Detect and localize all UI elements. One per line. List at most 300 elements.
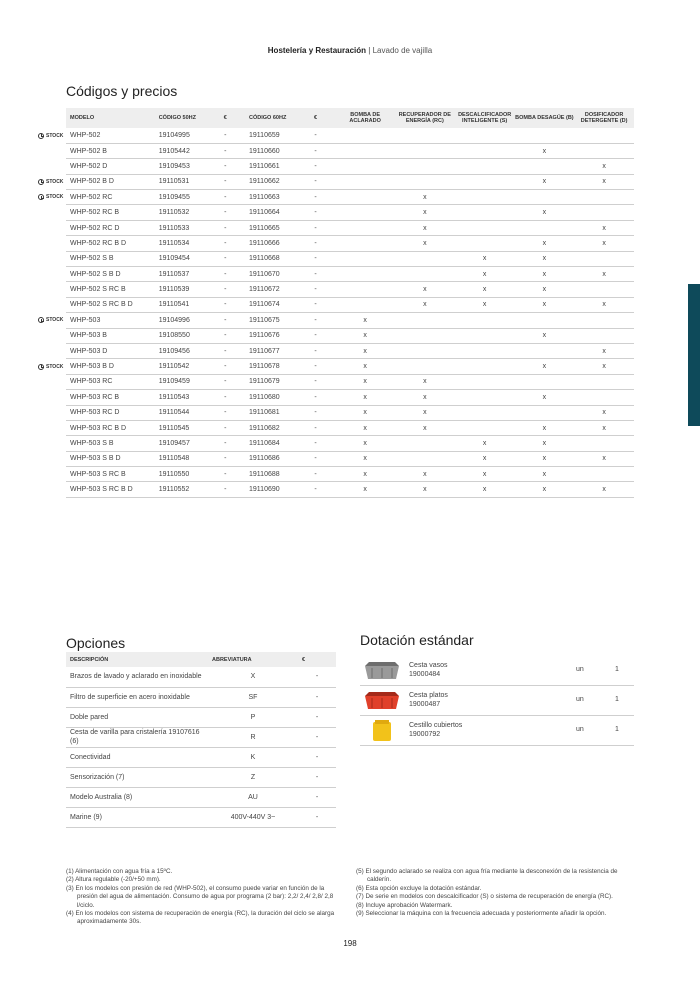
option-description: Modelo Australia (8) (66, 787, 208, 807)
table-row (66, 359, 634, 374)
drain-pump-cell: x (515, 328, 575, 343)
header-subsection: Lavado de vajilla (372, 46, 433, 55)
codes-table (66, 108, 634, 498)
model-cell: WHP-503 B D (66, 359, 155, 374)
energy-recovery-cell (395, 359, 455, 374)
standard-item-code: 19000487 (409, 701, 441, 708)
table-row (66, 220, 634, 235)
option-abbreviation: P (208, 707, 298, 727)
price-50hz-cell: - (206, 313, 246, 328)
drain-pump-cell: x (515, 451, 575, 466)
model-cell: WHP-502 B (66, 143, 155, 158)
standard-item (360, 686, 634, 716)
softener-cell (455, 420, 515, 435)
detergent-cell (574, 190, 634, 205)
price-60hz-cell: - (296, 482, 336, 497)
drain-pump-cell: x (515, 420, 575, 435)
price-60hz-cell: - (296, 390, 336, 405)
footnotes-right (356, 868, 636, 918)
standard-item-qty: 1 (615, 666, 619, 673)
model-cell: WHP-503 S RC B (66, 467, 155, 482)
drain-pump-cell (515, 343, 575, 358)
footnote: (4) En los modelos con sistema de recuperación de energía (RC), la duración del ciclo se alarga aproximadamente 30s. (66, 910, 335, 926)
rinse-pump-cell: x (335, 313, 395, 328)
code-60hz-cell: 19110674 (245, 297, 296, 312)
drain-pump-cell: x (515, 174, 575, 189)
code-50hz-cell: 19105442 (155, 143, 206, 158)
option-description: Sensorización (7) (66, 767, 208, 787)
softener-cell (455, 205, 515, 220)
drain-pump-cell: x (515, 467, 575, 482)
energy-recovery-cell: x (395, 297, 455, 312)
header-separator: | (368, 46, 371, 55)
price-60hz-cell: - (296, 467, 336, 482)
rinse-pump-cell (335, 297, 395, 312)
model-cell: WHP-502 D (66, 159, 155, 174)
price-50hz-cell: - (206, 467, 246, 482)
rinse-pump-cell: x (335, 343, 395, 358)
table-row (66, 390, 634, 405)
standard-item-name: Cesta vasos (409, 662, 448, 669)
code-60hz-cell: 19110668 (245, 251, 296, 266)
option-price: - (298, 767, 336, 787)
price-50hz-cell: - (206, 267, 246, 282)
clock-icon (38, 179, 44, 185)
standard-item-code: 19000484 (409, 671, 441, 678)
stock-badge (38, 133, 63, 139)
code-50hz-cell: 19108550 (155, 328, 206, 343)
table-row (66, 190, 634, 205)
table-row (66, 282, 634, 297)
price-50hz-cell: - (206, 359, 246, 374)
model-cell: WHP-503 B (66, 328, 155, 343)
model-cell: WHP-502 (66, 128, 155, 143)
footnotes-left (66, 868, 342, 927)
price-60hz-cell: - (296, 420, 336, 435)
table-row (66, 405, 634, 420)
detergent-cell: x (574, 451, 634, 466)
option-price: - (298, 707, 336, 727)
price-50hz-cell: - (206, 328, 246, 343)
softener-cell: x (455, 251, 515, 266)
detergent-cell: x (574, 405, 634, 420)
standard-item (360, 716, 634, 746)
energy-recovery-cell (395, 128, 455, 143)
col-detergent-dispenser: DOSIFICADOR DETERGENTE (D) (574, 108, 634, 128)
price-50hz-cell: - (206, 343, 246, 358)
option-row (66, 787, 336, 807)
option-abbreviation: X (208, 667, 298, 687)
standard-item (360, 656, 634, 686)
softener-cell (455, 328, 515, 343)
option-abbreviation: R (208, 727, 298, 747)
option-description: Cesta de varilla para cristalería 19107616 (6) (66, 727, 208, 747)
standard-equipment-list (360, 656, 634, 746)
detergent-cell (574, 328, 634, 343)
price-60hz-cell: - (296, 251, 336, 266)
model-cell: WHP-502 RC B (66, 205, 155, 220)
detergent-cell: x (574, 159, 634, 174)
energy-recovery-cell: x (395, 220, 455, 235)
price-50hz-cell: - (206, 451, 246, 466)
stock-label: STOCK (46, 132, 64, 139)
energy-recovery-cell (395, 174, 455, 189)
standard-item-unit: un (576, 726, 584, 733)
drain-pump-cell (515, 220, 575, 235)
detergent-cell: x (574, 267, 634, 282)
detergent-cell: x (574, 220, 634, 235)
option-price: - (298, 687, 336, 707)
energy-recovery-cell: x (395, 482, 455, 497)
drain-pump-cell (515, 374, 575, 389)
rinse-pump-cell: x (335, 436, 395, 451)
option-row (66, 707, 336, 727)
col-abbreviation: ABREVIATURA (208, 652, 298, 667)
rinse-pump-cell: x (335, 482, 395, 497)
cutlery-basket-icon (362, 718, 402, 743)
price-60hz-cell: - (296, 451, 336, 466)
code-50hz-cell: 19110550 (155, 467, 206, 482)
price-50hz-cell: - (206, 205, 246, 220)
code-60hz-cell: 19110661 (245, 159, 296, 174)
rinse-pump-cell (335, 251, 395, 266)
code-60hz-cell: 19110677 (245, 343, 296, 358)
price-60hz-cell: - (296, 313, 336, 328)
code-50hz-cell: 19110542 (155, 359, 206, 374)
detergent-cell: x (574, 359, 634, 374)
rinse-pump-cell: x (335, 328, 395, 343)
standard-item-text (409, 661, 448, 679)
drain-pump-cell (515, 159, 575, 174)
rinse-pump-cell (335, 236, 395, 251)
drain-pump-cell: x (515, 359, 575, 374)
stock-label: STOCK (46, 194, 64, 201)
code-60hz-cell: 19110678 (245, 359, 296, 374)
header-section: Hostelería y Restauración (267, 46, 367, 55)
softener-cell: x (455, 467, 515, 482)
model-cell: WHP-502 RC (66, 190, 155, 205)
code-60hz-cell: 19110684 (245, 436, 296, 451)
detergent-cell: x (574, 297, 634, 312)
price-60hz-cell: - (296, 220, 336, 235)
rinse-pump-cell (335, 143, 395, 158)
option-row (66, 687, 336, 707)
table-row (66, 297, 634, 312)
price-60hz-cell: - (296, 190, 336, 205)
softener-cell (455, 343, 515, 358)
footnote: (8) Incluye aprobación Watermark. (356, 901, 453, 909)
price-50hz-cell: - (206, 220, 246, 235)
clock-icon (38, 317, 44, 323)
model-cell: WHP-502 RC B D (66, 236, 155, 251)
option-row (66, 727, 336, 747)
model-cell: WHP-503 S RC B D (66, 482, 155, 497)
plate-basket-icon (362, 688, 402, 713)
energy-recovery-cell: x (395, 282, 455, 297)
option-price: - (298, 807, 336, 827)
softener-cell (455, 374, 515, 389)
option-abbreviation: K (208, 747, 298, 767)
standard-item-unit: un (576, 666, 584, 673)
footnote: (5) El segundo aclarado se realiza con agua fría mediante la desconexión de la resistencia de calderín. (356, 868, 618, 884)
drain-pump-cell: x (515, 251, 575, 266)
detergent-cell: x (574, 236, 634, 251)
detergent-cell (574, 467, 634, 482)
price-50hz-cell: - (206, 174, 246, 189)
rinse-pump-cell (335, 190, 395, 205)
price-50hz-cell: - (206, 420, 246, 435)
price-50hz-cell: - (206, 128, 246, 143)
energy-recovery-cell: x (395, 467, 455, 482)
energy-recovery-cell (395, 143, 455, 158)
stock-label: STOCK (46, 178, 64, 185)
code-60hz-cell: 19110688 (245, 467, 296, 482)
code-50hz-cell: 19109453 (155, 159, 206, 174)
rinse-pump-cell: x (335, 390, 395, 405)
model-cell: WHP-503 (66, 313, 155, 328)
price-60hz-cell: - (296, 405, 336, 420)
table-row (66, 313, 634, 328)
detergent-cell (574, 390, 634, 405)
code-50hz-cell: 19110543 (155, 390, 206, 405)
options-title: Opciones (66, 635, 126, 651)
price-60hz-cell: - (296, 128, 336, 143)
code-50hz-cell: 19104995 (155, 128, 206, 143)
col-price-60hz: € (296, 108, 336, 128)
drain-pump-cell: x (515, 205, 575, 220)
table-row (66, 236, 634, 251)
option-price: - (298, 667, 336, 687)
price-60hz-cell: - (296, 159, 336, 174)
code-50hz-cell: 19110544 (155, 405, 206, 420)
code-60hz-cell: 19110670 (245, 267, 296, 282)
model-cell: WHP-503 RC B (66, 390, 155, 405)
rinse-pump-cell: x (335, 374, 395, 389)
softener-cell (455, 143, 515, 158)
price-60hz-cell: - (296, 143, 336, 158)
rinse-pump-cell (335, 282, 395, 297)
detergent-cell (574, 282, 634, 297)
option-row (66, 667, 336, 687)
detergent-cell (574, 374, 634, 389)
code-60hz-cell: 19110690 (245, 482, 296, 497)
price-50hz-cell: - (206, 436, 246, 451)
softener-cell: x (455, 482, 515, 497)
price-50hz-cell: - (206, 190, 246, 205)
code-60hz-cell: 19110672 (245, 282, 296, 297)
energy-recovery-cell (395, 251, 455, 266)
softener-cell (455, 159, 515, 174)
standard-item-text (409, 691, 448, 709)
price-60hz-cell: - (296, 343, 336, 358)
softener-cell (455, 236, 515, 251)
price-50hz-cell: - (206, 482, 246, 497)
option-abbreviation: Z (208, 767, 298, 787)
options-table-header (66, 652, 336, 667)
table-row (66, 128, 634, 143)
code-60hz-cell: 19110659 (245, 128, 296, 143)
energy-recovery-cell: x (395, 374, 455, 389)
softener-cell: x (455, 451, 515, 466)
col-code-50hz: CÓDIGO 50HZ (155, 108, 206, 128)
softener-cell (455, 190, 515, 205)
code-50hz-cell: 19110541 (155, 297, 206, 312)
energy-recovery-cell: x (395, 236, 455, 251)
drain-pump-cell: x (515, 436, 575, 451)
model-cell: WHP-502 S B D (66, 267, 155, 282)
standard-item-name: Cesta platos (409, 692, 448, 699)
code-60hz-cell: 19110666 (245, 236, 296, 251)
code-50hz-cell: 19110552 (155, 482, 206, 497)
option-description: Filtro de superficie en acero inoxidable (66, 687, 208, 707)
model-cell: WHP-503 RC (66, 374, 155, 389)
softener-cell (455, 359, 515, 374)
table-row (66, 174, 634, 189)
glass-basket-icon (362, 658, 402, 683)
price-60hz-cell: - (296, 282, 336, 297)
code-50hz-cell: 19109454 (155, 251, 206, 266)
table-row (66, 420, 634, 435)
drain-pump-cell (515, 190, 575, 205)
stock-badge (38, 179, 63, 185)
price-50hz-cell: - (206, 374, 246, 389)
model-cell: WHP-502 S RC B (66, 282, 155, 297)
code-50hz-cell: 19110545 (155, 420, 206, 435)
option-price: - (298, 787, 336, 807)
standard-title: Dotación estándar (360, 632, 474, 648)
energy-recovery-cell (395, 436, 455, 451)
table-row (66, 374, 634, 389)
code-50hz-cell: 19110537 (155, 267, 206, 282)
stock-label: STOCK (46, 317, 64, 324)
table-row (66, 143, 634, 158)
footnote: (3) En los modelos con presión de red (WHP-502), el consumo puede variar en función de la presión del agua de alimentación. Consumo de agua por programa (2 bar): 2,2/ 2,4/ 2,8/ 2,8 l/ciclo. (66, 884, 334, 909)
stock-badge (38, 317, 63, 323)
detergent-cell: x (574, 482, 634, 497)
codes-table-header (66, 108, 634, 128)
code-50hz-cell: 19109459 (155, 374, 206, 389)
rinse-pump-cell (335, 159, 395, 174)
softener-cell (455, 313, 515, 328)
code-50hz-cell: 19104996 (155, 313, 206, 328)
col-drain-pump: BOMBA DESAGÜE (B) (515, 108, 575, 128)
drain-pump-cell: x (515, 236, 575, 251)
clock-icon (38, 364, 44, 370)
energy-recovery-cell (395, 451, 455, 466)
model-cell: WHP-502 S B (66, 251, 155, 266)
code-50hz-cell: 19110533 (155, 220, 206, 235)
drain-pump-cell: x (515, 143, 575, 158)
stock-badge (38, 364, 63, 370)
rinse-pump-cell (335, 128, 395, 143)
code-60hz-cell: 19110676 (245, 328, 296, 343)
table-row (66, 267, 634, 282)
model-cell: WHP-502 RC D (66, 220, 155, 235)
drain-pump-cell: x (515, 297, 575, 312)
detergent-cell (574, 313, 634, 328)
price-60hz-cell: - (296, 205, 336, 220)
rinse-pump-cell: x (335, 359, 395, 374)
col-code-60hz: CÓDIGO 60HZ (245, 108, 296, 128)
softener-cell (455, 174, 515, 189)
option-abbreviation: AU (208, 787, 298, 807)
energy-recovery-cell: x (395, 420, 455, 435)
rinse-pump-cell (335, 174, 395, 189)
softener-cell: x (455, 436, 515, 451)
code-50hz-cell: 19110539 (155, 282, 206, 297)
detergent-cell: x (574, 343, 634, 358)
code-60hz-cell: 19110680 (245, 390, 296, 405)
softener-cell: x (455, 282, 515, 297)
table-row (66, 482, 634, 497)
footnote: (1) Alimentación con agua fría a 15ºC. (66, 868, 173, 875)
col-price: € (298, 652, 336, 667)
price-50hz-cell: - (206, 297, 246, 312)
option-abbreviation: 400V-440V 3~ (208, 807, 298, 827)
drain-pump-cell: x (515, 390, 575, 405)
price-60hz-cell: - (296, 436, 336, 451)
code-60hz-cell: 19110681 (245, 405, 296, 420)
code-50hz-cell: 19110534 (155, 236, 206, 251)
code-60hz-cell: 19110675 (245, 313, 296, 328)
price-60hz-cell: - (296, 359, 336, 374)
rinse-pump-cell (335, 205, 395, 220)
detergent-cell: x (574, 420, 634, 435)
model-cell: WHP-503 S B (66, 436, 155, 451)
option-description: Doble pared (66, 707, 208, 727)
stock-label: STOCK (46, 363, 64, 370)
model-cell: WHP-502 S RC B D (66, 297, 155, 312)
option-row (66, 767, 336, 787)
option-abbreviation: SF (208, 687, 298, 707)
option-price: - (298, 747, 336, 767)
price-60hz-cell: - (296, 267, 336, 282)
section-side-tab (688, 284, 700, 426)
code-60hz-cell: 19110686 (245, 451, 296, 466)
table-row (66, 251, 634, 266)
rinse-pump-cell: x (335, 451, 395, 466)
footnote: (7) De serie en modelos con descalcificador (S) o sistema de recuperación de energía (RC). (356, 893, 613, 901)
price-50hz-cell: - (206, 143, 246, 158)
table-row (66, 205, 634, 220)
table-row (66, 467, 634, 482)
drain-pump-cell (515, 405, 575, 420)
model-cell: WHP-503 D (66, 343, 155, 358)
code-60hz-cell: 19110664 (245, 205, 296, 220)
rinse-pump-cell (335, 220, 395, 235)
softener-cell: x (455, 267, 515, 282)
standard-item-name: Cestillo cubiertos (409, 722, 463, 729)
col-price-50hz: € (206, 108, 246, 128)
footnote: (9) Seleccionar la máquina con la frecuencia adecuada y posteriormente añadir la opción. (356, 910, 607, 918)
price-50hz-cell: - (206, 405, 246, 420)
standard-item-qty: 1 (615, 726, 619, 733)
detergent-cell (574, 143, 634, 158)
energy-recovery-cell (395, 159, 455, 174)
option-description: Conectividad (66, 747, 208, 767)
energy-recovery-cell (395, 313, 455, 328)
detergent-cell (574, 251, 634, 266)
energy-recovery-cell: x (395, 190, 455, 205)
code-60hz-cell: 19110679 (245, 374, 296, 389)
energy-recovery-cell: x (395, 390, 455, 405)
price-50hz-cell: - (206, 159, 246, 174)
detergent-cell: x (574, 174, 634, 189)
energy-recovery-cell (395, 328, 455, 343)
detergent-cell (574, 128, 634, 143)
rinse-pump-cell (335, 267, 395, 282)
code-60hz-cell: 19110662 (245, 174, 296, 189)
